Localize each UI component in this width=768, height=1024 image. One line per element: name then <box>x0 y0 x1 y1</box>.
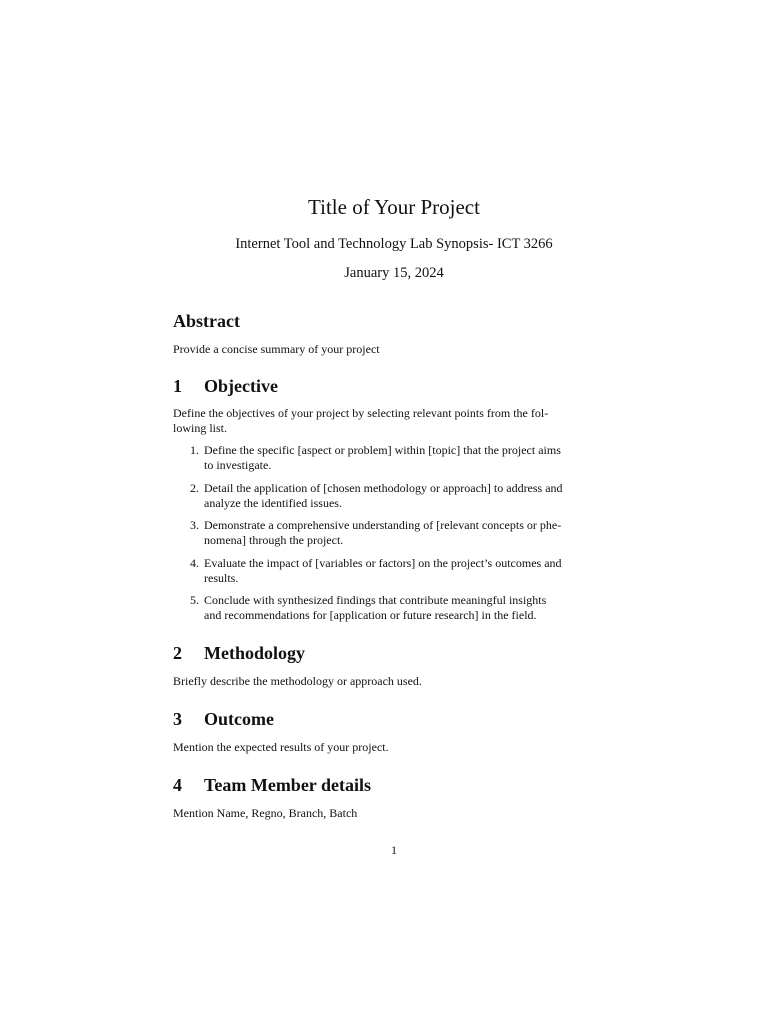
section-methodology-heading <box>173 641 305 665</box>
team-text: Mention Name, Regno, Branch, Batch <box>173 806 358 820</box>
section-number: 3 <box>173 709 182 729</box>
methodology-text: Briefly describe the methodology or approach used. <box>173 674 422 688</box>
section-number: 4 <box>173 775 182 795</box>
page-number: 1 <box>391 843 397 857</box>
list-item <box>173 593 616 623</box>
list-item-line-1: Define the specific [aspect or problem] within [topic] that the project aims <box>204 443 561 457</box>
section-title: Objective <box>204 376 278 396</box>
document-date: January 15, 2024 <box>344 265 444 281</box>
list-item-line-2: and recommendations for [application or future research] in the field. <box>204 608 537 622</box>
list-item-line-2: to investigate. <box>204 458 272 472</box>
list-marker: 2. <box>190 480 199 495</box>
outcome-text: Mention the expected results of your project. <box>173 740 389 754</box>
list-item <box>173 481 616 511</box>
list-item-line-2: results. <box>204 570 239 585</box>
list-item-line-1: Detail the application of [chosen methodology or approach] to address and <box>204 480 563 495</box>
list-item-line-1: Demonstrate a comprehensive understanding of [relevant concepts or phe- <box>204 518 562 532</box>
section-title: Methodology <box>204 643 305 663</box>
objective-intro-line-2: lowing list. <box>173 421 228 435</box>
objective-list <box>173 443 616 631</box>
list-marker: 4. <box>190 555 199 570</box>
section-objective-heading <box>173 374 278 398</box>
section-outcome-heading <box>173 707 274 731</box>
list-item-line-2: nomena] through the project. <box>204 533 344 547</box>
list-item <box>173 518 616 548</box>
objective-intro-line-1: Define the objectives of your project by selecting relevant points from the fol- <box>173 406 549 420</box>
abstract-heading: Abstract <box>173 311 240 331</box>
abstract-text: Provide a concise summary of your project <box>173 342 380 356</box>
section-title: Team Member details <box>204 775 371 795</box>
section-number: 1 <box>173 376 182 396</box>
section-number: 2 <box>173 643 182 663</box>
objective-intro <box>173 406 616 436</box>
list-marker: 5. <box>190 593 199 607</box>
list-item <box>173 443 616 473</box>
list-marker: 3. <box>190 518 199 532</box>
list-item <box>173 556 616 586</box>
list-item-line-2: analyze the identified issues. <box>204 495 342 510</box>
list-item-line-1: Evaluate the impact of [variables or factors] on the project’s outcomes and <box>204 555 562 570</box>
section-title: Outcome <box>204 709 274 729</box>
document-subtitle: Internet Tool and Technology Lab Synopsis- ICT 3266 <box>235 236 553 252</box>
list-item-line-1: Conclude with synthesized findings that contribute meaningful insights <box>204 593 547 607</box>
list-marker: 1. <box>190 443 199 457</box>
document-title: Title of Your Project <box>308 195 480 219</box>
section-team-heading <box>173 773 371 797</box>
